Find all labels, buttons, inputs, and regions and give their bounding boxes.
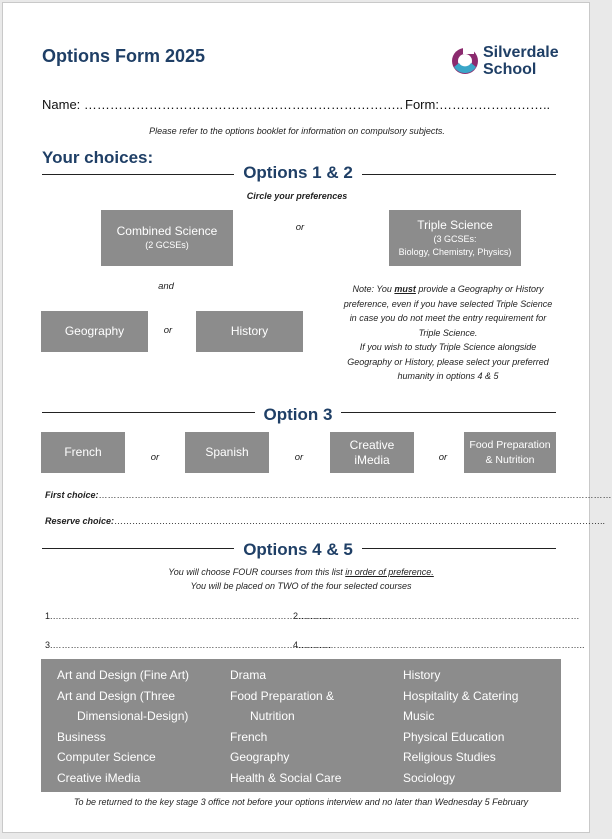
course-item: French [230,729,268,744]
course-item: Drama [230,668,267,682]
circle-instruction: Circle your preferences [246,191,348,201]
options-form-page [2,2,612,833]
section-divider [42,174,234,175]
section-divider [341,412,556,413]
course-list [41,659,561,792]
course-item: Dimensional-Design) [77,709,189,723]
preference-slot-1[interactable]: 1.………………………………………………………………………………… [45,611,332,621]
course-item: History [403,668,441,682]
course-column-1 [57,665,189,788]
first-choice-field[interactable]: First choice:……………………………………………………………………………………………………………………………………………………… [45,490,612,500]
course-item: Nutrition [250,709,295,723]
course-item: Religious Studies [403,750,496,764]
creative-imedia-option[interactable]: Creative iMedia [330,432,414,473]
preference-slot-3[interactable]: 3.………………………………………………………………………………… [45,640,332,650]
options-4-5-heading: Options 4 & 5 [243,540,353,559]
triple-science-option[interactable]: Triple Science (3 GCSEs: Biology, Chemistry, Physics) [389,210,521,266]
course-item: Food Preparation & [230,688,335,703]
course-column-2 [230,665,341,788]
school-logo-icon [450,43,480,77]
your-choices-heading: Your choices: [42,148,154,167]
school-logo [450,43,560,79]
choose-four-instruction: You will choose FOUR courses from this list in order of preference. [168,567,434,577]
combined-science-option[interactable]: Combined Science (2 GCSEs) [101,210,233,266]
course-item: Creative iMedia [57,770,141,785]
spanish-option[interactable]: Spanish [185,432,269,473]
history-option[interactable]: History [196,311,303,352]
course-item: Sociology [403,770,456,785]
humanity-note: Note: You must provide a Geography or History preference, even if you have selected Triple Science in case you do not meet the entry requirement for Triple Science. If you wish to study Triple Science alongside Geography or History, please select your preferred humanity in options 4 & 5 [343,284,553,381]
option-3-heading: Option 3 [263,405,333,424]
food-preparation-option[interactable]: Food Preparation & Nutrition [464,432,556,473]
preference-slot-4[interactable]: 4.………………………………………………………………………………….. [293,640,585,650]
placement-instruction: You will be placed on TWO of the four selected courses [190,581,412,591]
course-item: Physical Education [403,729,505,744]
or-connector: or [150,452,160,463]
course-item: Hospitality & Catering [403,688,519,703]
name-field[interactable]: Name: ……………………………………………………………….. [42,97,404,112]
preference-slot-2[interactable]: 2.………………………………………………………………………………… [293,611,580,621]
geography-option[interactable]: Geography [41,311,148,352]
school-name: Silverdale School [483,44,559,78]
options-booklet-note: Please refer to the options booklet for information on compulsory subjects. [149,126,445,136]
reserve-choice-field[interactable]: Reserve choice:……………………………………………………………………………………………………………………………………………….. [45,516,606,526]
return-instructions: To be returned to the key stage 3 office not before your options interview and no later than Wednesday 5 February [73,797,529,807]
section-divider [42,548,234,549]
french-option[interactable]: French [41,432,125,473]
section-divider [362,174,556,175]
or-connector: or [438,452,448,463]
section-divider [42,412,255,413]
course-item: Art and Design (Fine Art) [57,668,190,682]
or-connector: or [163,325,173,336]
course-item: Art and Design (Three [57,688,176,703]
options-1-2-heading: Options 1 & 2 [243,163,353,182]
or-connector: or [295,222,305,233]
course-item: Computer Science [57,750,156,764]
form-field[interactable]: Form:…………………….. [405,97,551,112]
course-item: Geography [230,750,290,764]
course-item: Health & Social Care [230,770,342,785]
form-title: Options Form 2025 [42,46,206,66]
course-item: Music [403,709,435,723]
section-divider [362,548,556,549]
course-item: Business [57,729,106,744]
or-connector: or [294,452,304,463]
course-column-3 [403,665,518,788]
and-connector: and [158,281,174,292]
